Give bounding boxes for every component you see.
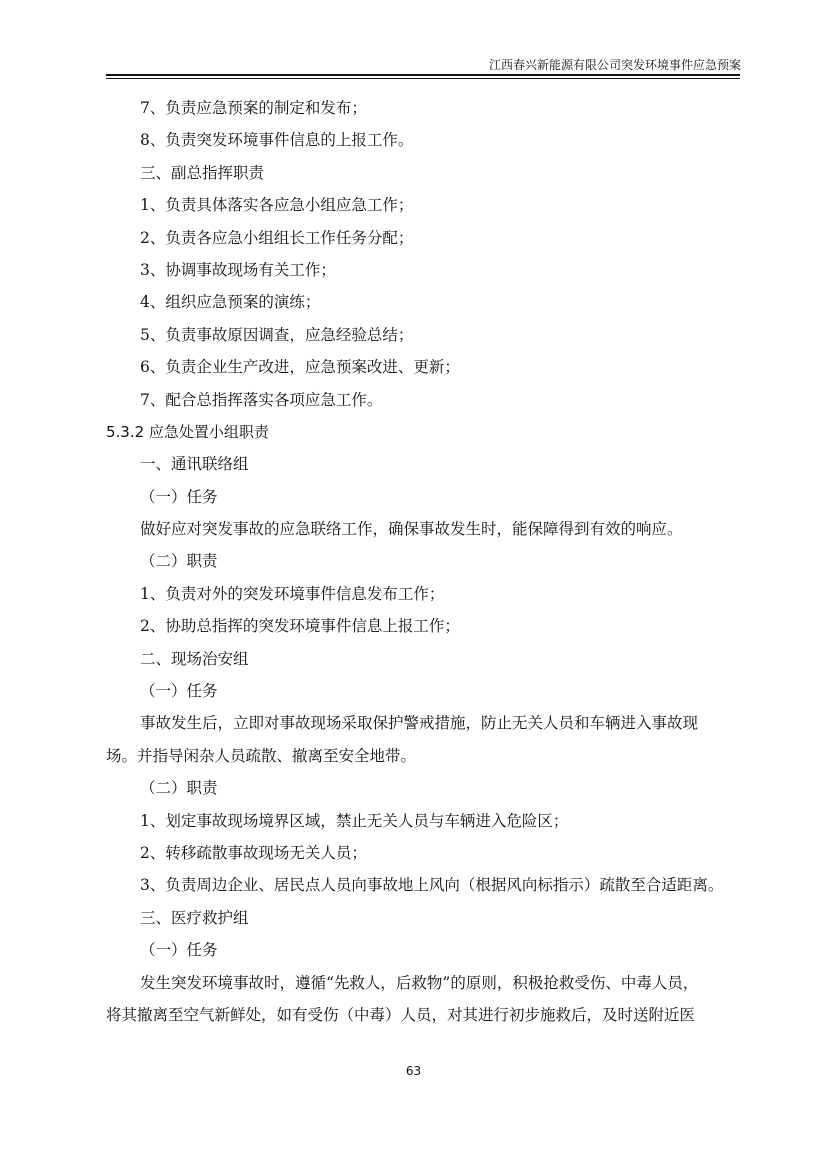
- task-text: 发生突发环境事故时，遵循“先救人，后救物”的原则，积极抢救受伤、中毒人员，: [140, 973, 699, 992]
- list-item: 5、负责事故原因调查，应急经验总结；: [140, 325, 414, 344]
- task-text-continued: 场。并指导闲杂人员疏散、撤离至安全地带。: [106, 746, 417, 765]
- list-item: 2、协助总指挥的突发环境事件信息上报工作；: [140, 617, 460, 636]
- list-item: 3、负责周边企业、居民点人员向事故地上风向（根据风向标指示）疏散至合适距离。: [140, 876, 724, 895]
- list-item: 4、组织应急预案的演练；: [140, 293, 321, 312]
- list-item: 2、负责各应急小组组长工作任务分配；: [140, 228, 414, 247]
- list-item: 7、负责应急预案的制定和发布；: [140, 99, 367, 117]
- header-rule-thick: [106, 74, 740, 76]
- group-title: 二、现场治安组: [140, 649, 249, 668]
- list-item: 8、负责突发环境事件信息的上报工作。: [140, 131, 414, 150]
- list-item: 1、负责对外的突发环境事件信息发布工作；: [140, 584, 445, 603]
- header-rule-thin: [106, 78, 740, 79]
- header-title: 江西春兴新能源有限公司突发环境事件应急预案: [488, 58, 741, 72]
- group-title: 三、医疗救护组: [140, 908, 249, 927]
- duty-label: （二）职责: [140, 552, 218, 571]
- list-item: 6、负责企业生产改进，应急预案改进、更新；: [140, 358, 460, 377]
- list-item: 3、协调事故现场有关工作；: [140, 260, 336, 279]
- task-text: 事故发生后，立即对事故现场采取保护警戒措施，防止无关人员和车辆进入事故现: [140, 714, 699, 733]
- subsection-title: 三、副总指挥职责: [140, 163, 265, 182]
- task-label: （一）任务: [140, 487, 218, 506]
- group-title: 一、通讯联络组: [140, 455, 249, 474]
- task-text-continued: 将其撤离至空气新鲜处，如有受伤（中毒）人员，对其进行初步施救后，及时送附近医: [106, 1005, 696, 1024]
- task-text: 做好应对突发事故的应急联络工作，确保事故发生时，能保障得到有效的响应。: [140, 520, 683, 539]
- task-label: （一）任务: [140, 682, 218, 701]
- page-body: [106, 92, 746, 1031]
- duty-label: （二）职责: [140, 779, 218, 798]
- list-item: 1、划定事故现场境界区域，禁止无关人员与车辆进入危险区；: [140, 811, 569, 830]
- task-label: （一）任务: [140, 941, 218, 960]
- page-number: 63: [405, 1064, 422, 1078]
- section-heading: 5.3.2 应急处置小组职责: [106, 422, 269, 441]
- list-item: 7、配合总指挥落实各项应急工作。: [140, 390, 383, 409]
- list-item: 2、转移疏散事故现场无关人员；: [140, 843, 367, 862]
- list-item: 1、负责具体落实各应急小组应急工作；: [140, 196, 414, 215]
